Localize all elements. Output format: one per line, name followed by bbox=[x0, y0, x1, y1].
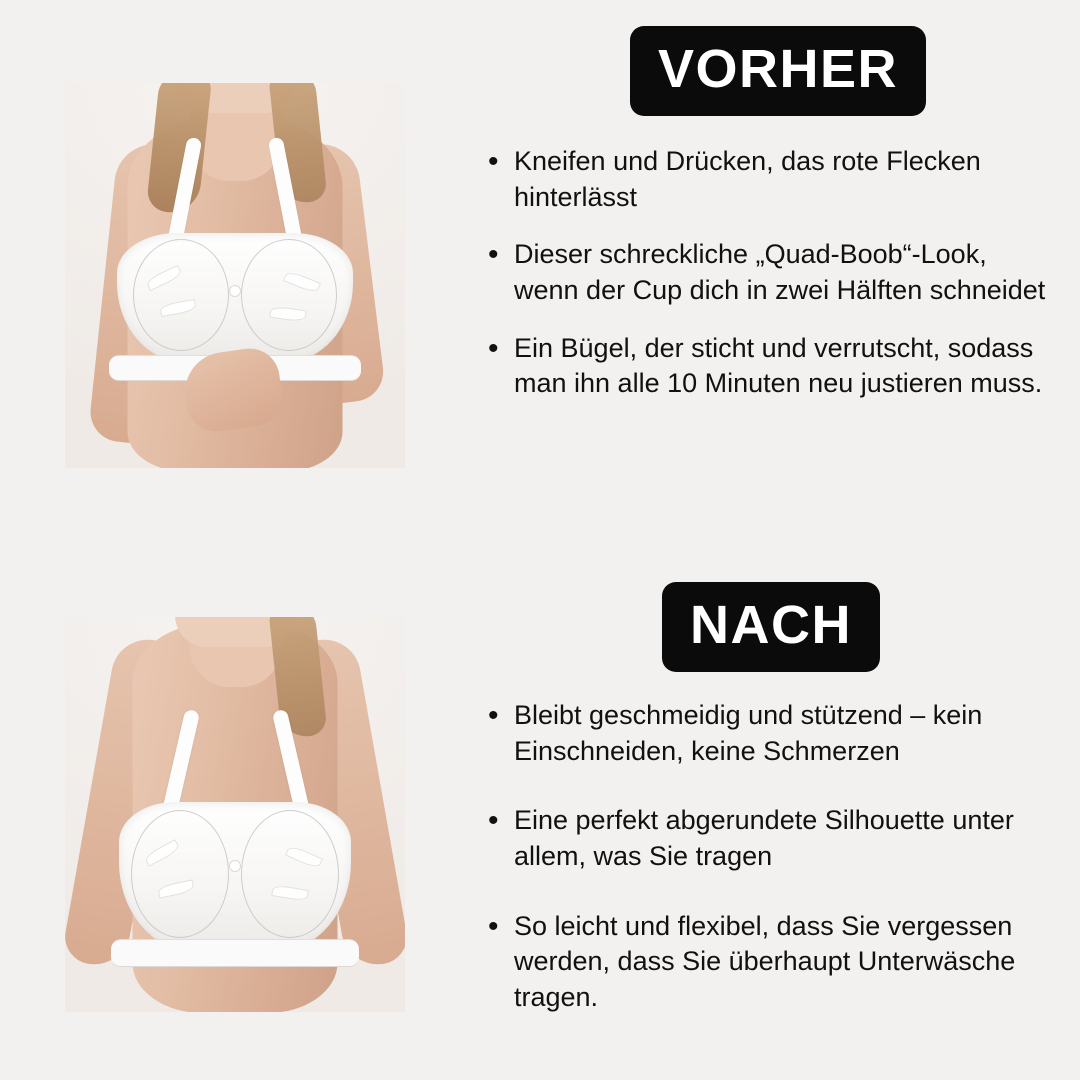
badge-vorher: VORHER bbox=[630, 26, 926, 116]
after-photo bbox=[65, 617, 405, 1012]
before-point-2: • Dieser schreckliche „Quad-Boob“-Look, wenn der Cup dich in zwei Hälften schneidet bbox=[484, 237, 1058, 308]
before-photo bbox=[65, 83, 405, 468]
cup-seam-right bbox=[241, 810, 339, 938]
badge-nach: NACH bbox=[662, 582, 880, 672]
before-text-cell bbox=[470, 0, 1080, 540]
bra-cups bbox=[119, 802, 351, 952]
bra-band bbox=[111, 939, 359, 967]
before-image-cell bbox=[0, 0, 470, 540]
after-points-list bbox=[478, 698, 1064, 1049]
cup-seam-right bbox=[241, 239, 337, 351]
bra-center-bow bbox=[229, 860, 241, 872]
bra-cups bbox=[117, 233, 353, 363]
after-point-3: • So leicht und flexibel, dass Sie vergessen werden, dass Sie überhaupt Unterwäsche tragen. bbox=[484, 909, 1058, 1016]
cup-seam-left bbox=[131, 810, 229, 938]
after-text-cell bbox=[470, 540, 1080, 1080]
before-points-list bbox=[478, 144, 1064, 424]
after-point-2: • Eine perfekt abgerundete Silhouette unter allem, was Sie tragen bbox=[484, 803, 1058, 874]
cup-seam-left bbox=[133, 239, 229, 351]
after-image-cell bbox=[0, 540, 470, 1080]
after-point-1: • Bleibt geschmeidig und stützend – kein Einschneiden, keine Schmerzen bbox=[484, 698, 1058, 769]
bra-center-bow bbox=[229, 285, 241, 297]
before-point-1: • Kneifen und Drücken, das rote Flecken hinterlässt bbox=[484, 144, 1058, 215]
before-point-3: • Ein Bügel, der sticht und verrutscht, sodass man ihn alle 10 Minuten neu justieren muss. bbox=[484, 331, 1058, 402]
